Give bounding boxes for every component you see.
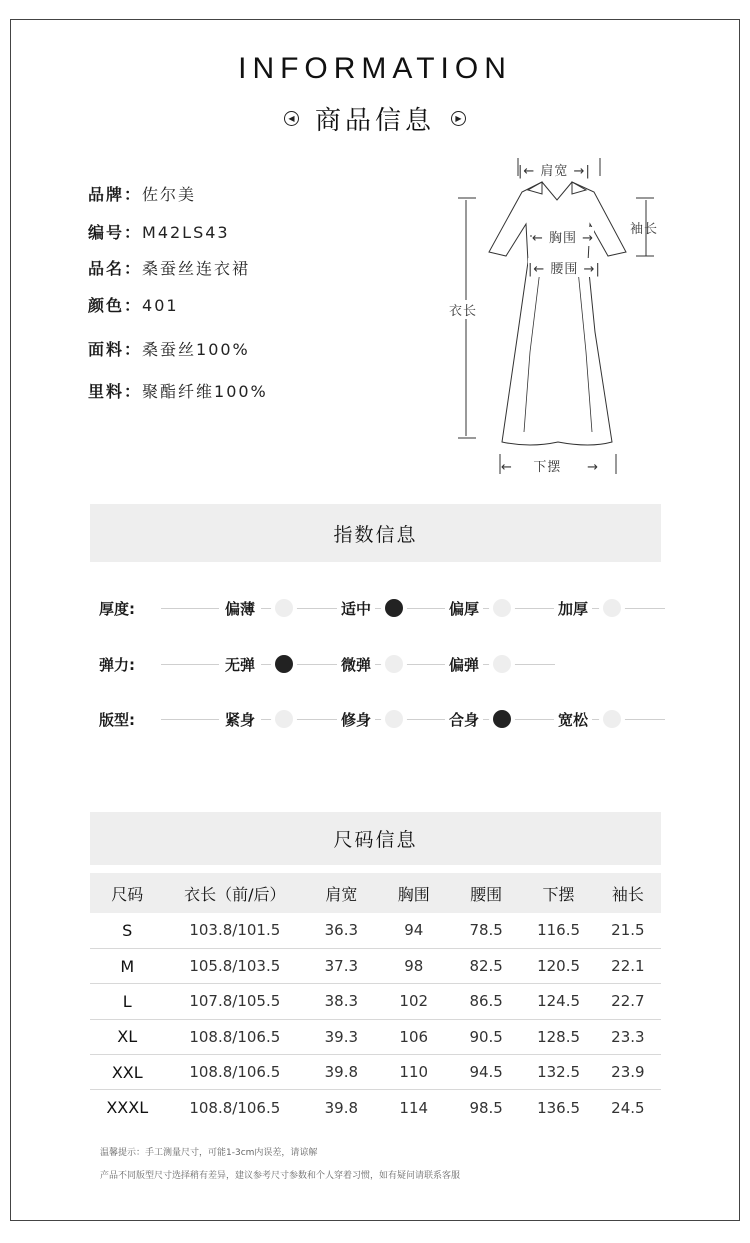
info-row-code (88, 220, 230, 243)
cell-shoulder: 36.3 (305, 913, 377, 948)
cell-length: 108.8/106.5 (189, 1098, 281, 1117)
cell-size: L (90, 984, 164, 1019)
cell-sleeve: 22.1 (595, 948, 661, 983)
option-stretchy: 偏弹 (445, 654, 483, 675)
cell-hem: 124.5 (522, 984, 594, 1019)
cell-hem: 132.5 (522, 1055, 594, 1090)
dot-medium (385, 599, 403, 617)
option-regular: 合身 (445, 709, 483, 730)
col-length: 衣长（前/后） (164, 873, 305, 913)
left-arrow-icon: ◀ (284, 111, 299, 126)
col-size: 尺码 (90, 873, 164, 913)
label-sleeve: 袖长 (630, 222, 659, 237)
info-row-name (88, 256, 250, 279)
dot-thick (493, 599, 511, 617)
index-section-header: 指数信息 (90, 504, 661, 562)
info-value: M42LS43 (142, 223, 230, 242)
info-key: 颜色： (88, 296, 143, 315)
cell-sleeve: 22.7 (595, 984, 661, 1019)
dot-stretchy (493, 655, 511, 673)
cell-hem: 136.5 (537, 1098, 581, 1117)
cell-size: XL (90, 1019, 164, 1054)
option-thick: 偏厚 (445, 598, 483, 619)
option-loose: 宽松 (554, 709, 592, 730)
info-key: 面料： (88, 340, 143, 359)
size-section-header: 尺码信息 (90, 812, 661, 865)
cell-hem: 116.5 (522, 913, 594, 948)
cell-shoulder: 39.8 (305, 1055, 377, 1090)
dot-thin (275, 599, 293, 617)
cell-shoulder: 38.3 (305, 984, 377, 1019)
info-key: 品名： (88, 259, 143, 278)
note-fit: 产品不同版型尺寸选择稍有差异，建议参考尺寸参数和个人穿着习惯，如有疑问请联系客服 (100, 1171, 461, 1181)
right-arrow-icon: ▶ (451, 111, 466, 126)
cell-waist: 90.5 (450, 1019, 522, 1054)
label-hem: ← 下摆 → (501, 460, 599, 475)
option-no-stretch: 无弹 (219, 654, 261, 675)
cell-sleeve: 24.5 (611, 1098, 645, 1117)
cell-chest: 110 (378, 1055, 450, 1090)
option-extra-thick: 加厚 (554, 598, 592, 619)
label-shoulder: |← 肩宽 →| (518, 164, 591, 179)
option-slim: 修身 (337, 709, 375, 730)
cell-size: XXL (90, 1055, 164, 1090)
info-value: 401 (142, 296, 179, 315)
cell-sleeve: 23.3 (595, 1019, 661, 1054)
cell-sleeve: 23.9 (595, 1055, 661, 1090)
info-value: 佐尔美 (142, 185, 197, 204)
title-chinese: 商品信息 (314, 106, 435, 136)
col-shoulder: 肩宽 (305, 873, 377, 913)
cell-waist: 86.5 (450, 984, 522, 1019)
option-slight-stretch: 微弹 (337, 654, 375, 675)
title-chinese-row (0, 100, 750, 137)
table-row (90, 1019, 661, 1054)
cell-chest: 106 (378, 1019, 450, 1054)
col-chest: 胸围 (378, 873, 450, 913)
cell-hem: 120.5 (522, 948, 594, 983)
cell-chest: 98 (378, 948, 450, 983)
index-label: 弹力: (99, 656, 135, 674)
table-row (90, 1055, 661, 1090)
index-row-fit (99, 707, 665, 731)
table-row (90, 913, 661, 948)
cell-waist: 82.5 (450, 948, 522, 983)
cell-chest: 114 (399, 1098, 429, 1117)
option-medium: 适中 (337, 598, 375, 619)
title-english: INFORMATION (238, 52, 512, 85)
cell-size: XXXL (106, 1098, 149, 1118)
size-table-header (90, 873, 661, 913)
index-row-thickness (99, 596, 665, 620)
option-thin: 偏薄 (219, 598, 261, 619)
info-row-brand (88, 182, 196, 205)
info-key: 里料： (88, 382, 143, 401)
label-length: 衣长 (449, 300, 477, 319)
cell-chest: 94 (378, 913, 450, 948)
dot-tight (275, 710, 293, 728)
table-row (90, 984, 661, 1019)
info-key: 品牌： (88, 185, 143, 204)
dot-loose (603, 710, 621, 728)
size-table (90, 873, 661, 1125)
cell-sleeve: 21.5 (595, 913, 661, 948)
info-value: 桑蚕丝100% (142, 340, 250, 359)
info-row-lining (88, 379, 268, 402)
cell-shoulder: 39.3 (305, 1019, 377, 1054)
option-tight: 紧身 (219, 709, 261, 730)
cell-waist: 98.5 (469, 1098, 503, 1117)
cell-chest: 102 (378, 984, 450, 1019)
table-row (90, 948, 661, 983)
dot-extra-thick (603, 599, 621, 617)
label-chest: ← 胸围 → (532, 227, 594, 246)
table-row (90, 1090, 661, 1125)
info-value: 桑蚕丝连衣裙 (142, 259, 251, 278)
cell-size: S (90, 913, 164, 948)
cell-shoulder: 39.8 (324, 1098, 359, 1117)
cell-length: 105.8/103.5 (164, 948, 305, 983)
label-waist: |← 腰围 →| (528, 258, 601, 277)
dress-diagram (440, 152, 680, 482)
dot-no-stretch (275, 655, 293, 673)
cell-shoulder: 37.3 (305, 948, 377, 983)
col-sleeve: 袖长 (595, 873, 661, 913)
cell-length: 108.8/106.5 (164, 1019, 305, 1054)
index-label: 版型: (99, 711, 135, 729)
note-tip: 温馨提示：手工测量尺寸，可能1-3cm内误差，请谅解 (100, 1148, 318, 1158)
col-waist: 腰围 (450, 873, 522, 913)
info-value: 聚酯纤维100% (142, 382, 268, 401)
cell-waist: 94.5 (450, 1055, 522, 1090)
dot-slight-stretch (385, 655, 403, 673)
cell-length: 108.8/106.5 (164, 1055, 305, 1090)
dot-regular (493, 710, 511, 728)
cell-waist: 78.5 (450, 913, 522, 948)
info-key: 编号： (88, 223, 143, 242)
cell-length: 107.8/105.5 (164, 984, 305, 1019)
index-row-elasticity (99, 652, 665, 676)
dot-slim (385, 710, 403, 728)
col-hem: 下摆 (522, 873, 594, 913)
index-label: 厚度: (99, 600, 135, 618)
cell-size: M (90, 948, 164, 983)
cell-length: 103.8/101.5 (164, 913, 305, 948)
info-row-fabric (88, 337, 250, 360)
info-row-color (88, 293, 179, 316)
cell-hem: 128.5 (522, 1019, 594, 1054)
